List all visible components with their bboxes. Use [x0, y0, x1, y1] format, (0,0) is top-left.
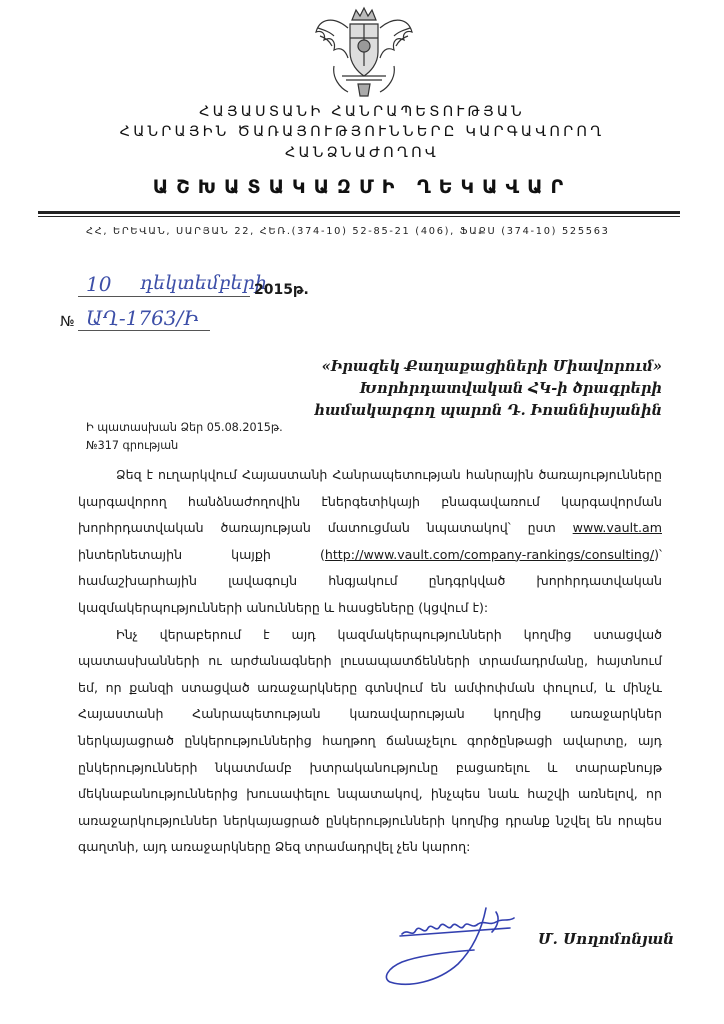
body-paragraph-2: Ինչ վերաբերում է այդ կազմակերպությունների կողմից ստացված պատասխանների ու արժանագների լուսապատճենների տրամադրմանը, հայտնում եմ, որ քանզի ստացված առաջարկները գտնվում են ամփոփման փուլում, և մինչև Հայաստանի Հանրապետության կառավարության կողմից առաջարկներ ներկայացրած ընկերություններից հաղթող ճանաչելու գործընթացի ավարտը, այդ ընկերությունների նկատմամբ խտրականությունը բացառելու և տարաբնույթ մեկնաբանություններից խուսափելու նպատակով, ինչպես նաև հաշվի առնելով, որ առաջարկություններ ներկայացրած ընկերությունների կողմից դրանք նշվել են որպես գաղտնի, այդ առաջարկները Ձեզ տրամադրվել չեն կարող:: [78, 626, 662, 855]
date-month: դեկտեմբերի: [140, 272, 267, 294]
date-underline: [78, 296, 250, 297]
header-line-3: ՀԱՆՁՆԱԺՈՂՈՎ: [284, 145, 440, 161]
contact-address: ՀՀ, ԵՐԵՎԱՆ, ՍԱՐՅԱՆ 22, ՀԵՌ.(374-10) 52-85-21 (406), ՖԱՔՍ (374-10) 525563: [86, 226, 610, 237]
header-line-2: ՀԱՆՐԱՅԻՆ ԾԱՌԱՅՈՒԹՅՈՒՆՆԵՐԸ ԿԱՐԳԱՎՈՐՈՂ: [119, 124, 605, 140]
header-title: ԱՇԽԱՏԱԿԱԶՄԻ ՂԵԿԱՎԱՐ: [152, 176, 572, 198]
addressee-block: [300, 356, 662, 422]
coat-of-arms-emblem: [312, 6, 416, 98]
body-paragraph-1: [78, 462, 662, 622]
date-day: 10: [86, 272, 112, 296]
header-line-1: ՀԱՅԱՍՏԱՆԻ ՀԱՆՐԱՊԵՏՈՒԹՅԱՆ: [199, 104, 525, 120]
vault-am-link[interactable]: www.vault.am: [572, 520, 662, 536]
reply-line-1: Ի պատասխան Ձեր 05.08.2015թ.: [86, 421, 283, 434]
letter-body: [78, 462, 662, 861]
number-sign: №: [60, 314, 75, 330]
p1-text-c: )՝ համաշխարհային լավագույն հնգյակում ընդգրկված խորհրդատվական կազմակերպությունների անունները և հասցեները (կցվում է):: [78, 546, 662, 615]
vault-consulting-link[interactable]: http://www.vault.com/company-rankings/consulting/: [324, 546, 655, 562]
p1-text-b: ինտերնետային կայքի (: [78, 546, 325, 562]
addressee-line-2: Խորհրդատվական ՀԿ-ի ծրագրերի: [359, 380, 662, 397]
signer-name: Մ. Սողոմոնյան: [538, 930, 675, 948]
header-rule-thin: [38, 216, 680, 217]
header-rule-thick: [38, 211, 680, 214]
signature-icon: [378, 898, 538, 990]
p1-text-a: Ձեզ է ուղարկվում Հայաստանի Հանրապետության հանրային ծառայությունները կարգավորող հանձնաժողովին էներգետիկայի բնագավառում կարգավորման խորհրդատվական ծառայության մատուցման նպատակով՝ ըստ: [78, 467, 662, 536]
addressee-line-3: համակարգող պարոն Դ. Իոաննիսյանին: [314, 402, 662, 419]
number-underline: [78, 330, 210, 331]
document-number: ԱՂ-1763/Ի: [86, 306, 199, 330]
reply-line-2: №317 գրության: [86, 439, 179, 452]
date-year: 2015թ.: [254, 282, 309, 298]
reply-reference: [86, 419, 283, 455]
addressee-line-1: «Իրազեկ Քաղաքացիների Միավորում»: [321, 358, 662, 375]
